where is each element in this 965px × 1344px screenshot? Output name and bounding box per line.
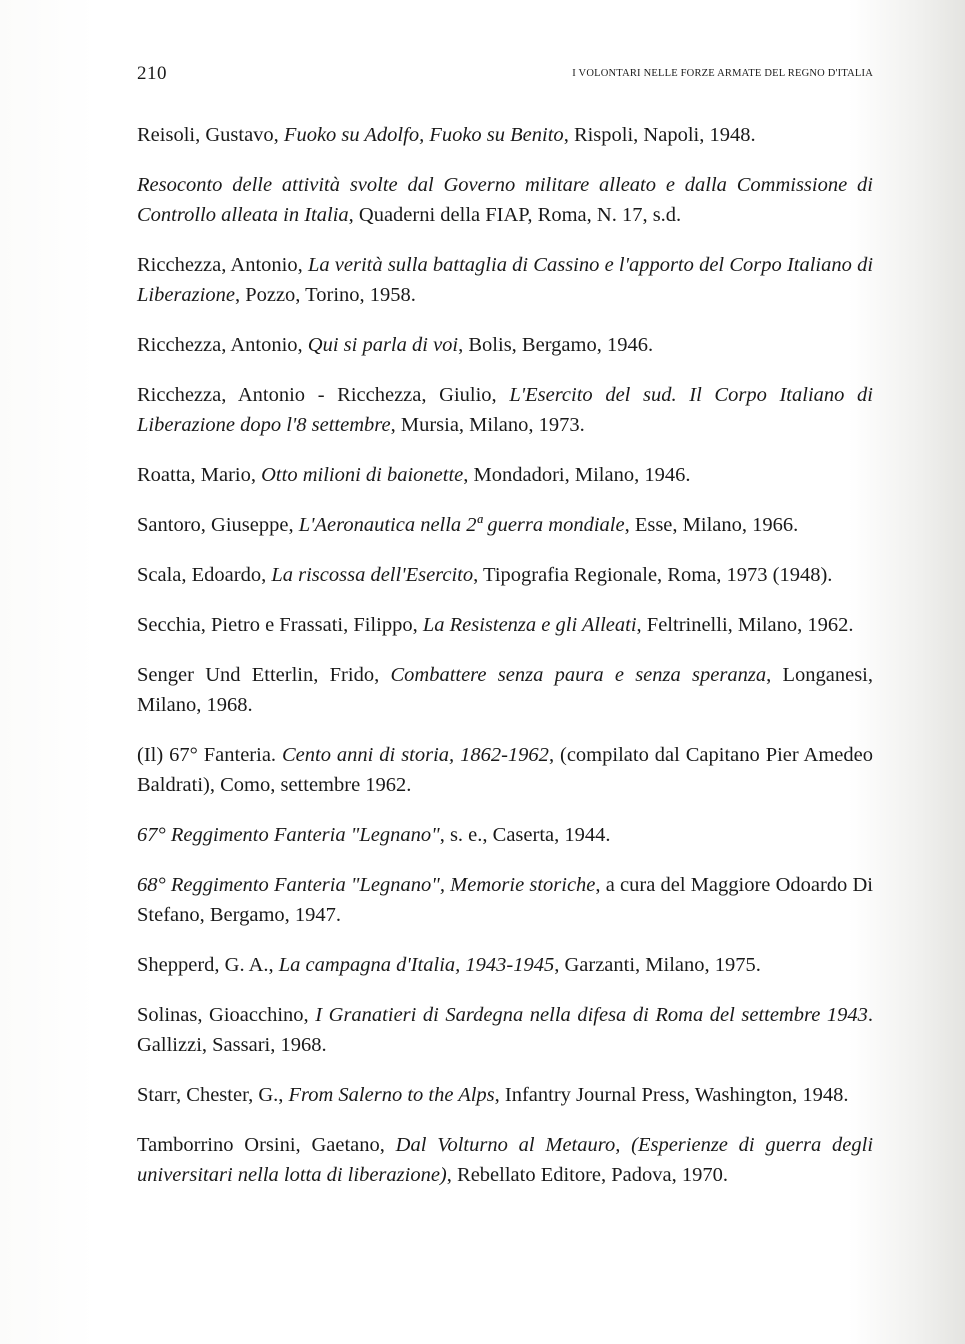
bibliography-entry: (Il) 67° Fanteria. Cento anni di storia, 1862-1962, (compilato dal Capitano Pier Amedeo Baldrati), Como, settembre 1962. — [137, 744, 873, 796]
bibliography-entry: Solinas, Gioacchino, I Granatieri di Sardegna nella difesa di Roma del settembre 1943. Gallizzi, Sassari, 1968. — [137, 1004, 873, 1056]
bibliography-entry: Reisoli, Gustavo, Fuoko su Adolfo, Fuoko su Benito, Rispoli, Napoli, 1948. — [137, 124, 756, 146]
bibliography-entry: Starr, Chester, G., From Salerno to the Alps, Infantry Journal Press, Washington, 1948. — [137, 1084, 849, 1106]
page-header — [137, 63, 873, 87]
bibliography-entry: Shepperd, G. A., La campagna d'Italia, 1943-1945, Garzanti, Milano, 1975. — [137, 954, 761, 976]
bibliography-entry: 67° Reggimento Fanteria "Legnano", s. e., Caserta, 1944. — [137, 824, 611, 846]
bibliography-entry: Resoconto delle attività svolte dal Governo militare alleato e dalla Commissione di Controllo alleata in Italia, Quaderni della FIAP, Roma, N. 17, s.d. — [137, 174, 873, 226]
bibliography-list — [137, 120, 873, 1210]
bibliography-entry: Ricchezza, Antonio, La verità sulla battaglia di Cassino e l'apporto del Corpo Italiano di Liberazione, Pozzo, Torino, 1958. — [137, 254, 874, 306]
bibliography-entry: Ricchezza, Antonio, Qui si parla di voi, Bolis, Bergamo, 1946. — [137, 334, 654, 356]
running-head: I VOLONTARI NELLE FORZE ARMATE DEL REGNO D'ITALIA — [572, 68, 873, 79]
bibliography-entry: Santoro, Giuseppe, L'Aeronautica nella 2ª guerra mondiale, Esse, Milano, 1966. — [137, 514, 799, 536]
bibliography-entry: Roatta, Mario, Otto milioni di baionette, Mondadori, Milano, 1946. — [137, 464, 691, 486]
bibliography-entry: Secchia, Pietro e Frassati, Filippo, La Resistenza e gli Alleati, Feltrinelli, Milano, 1962. — [137, 614, 854, 636]
bibliography-entry: Ricchezza, Antonio - Ricchezza, Giulio, L'Esercito del sud. Il Corpo Italiano di Liberazione dopo l'8 settembre, Mursia, Milano, 1973. — [137, 384, 873, 436]
bibliography-entry: Tamborrino Orsini, Gaetano, Dal Volturno al Metauro, (Esperienze di guerra degli universitari nella lotta di liberazione), Rebellato Editore, Padova, 1970. — [137, 1134, 874, 1186]
bibliography-entry: Scala, Edoardo, La riscossa dell'Esercito, Tipografia Regionale, Roma, 1973 (1948). — [137, 564, 833, 586]
bibliography-entry: 68° Reggimento Fanteria "Legnano", Memorie storiche, a cura del Maggiore Odoardo Di Stefano, Bergamo, 1947. — [137, 874, 873, 926]
page-number: 210 — [137, 63, 167, 84]
bibliography-entry: Senger Und Etterlin, Frido, Combattere senza paura e senza speranza, Longanesi, Milano, 1968. — [137, 664, 873, 716]
